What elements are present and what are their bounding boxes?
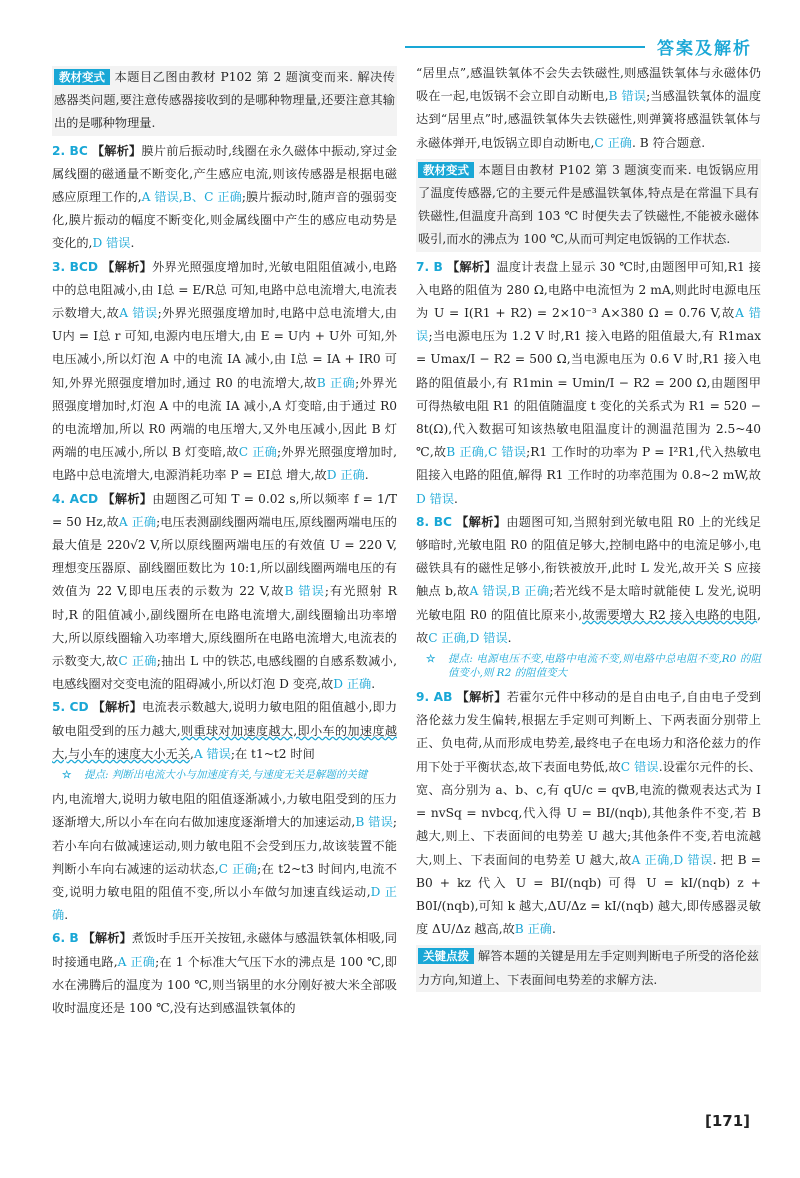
answer-q9: 9. AB 【解析】若霍尔元件中移动的是自由电子,自由电子受到洛伦兹力发生偏转,根据左手定则可判断上、下两表面分别带上正、负电荷,从而形成电势差,最终电子在电场力和洛伦兹力的作用下处于平衡状态,故下表面电势低,故C 错误.设霍尔元件的长、宽、高分别为 a、b、c,有 qU/c = qvB,电流的微观表达式为 I = nvSq = nvbcq,代入得 U = BI/(nqb),其他条件不变,若 B 越大,则上、下表面间的电势差 U 越大;其他条件不变,若电流越大,则上、下表面间的电势差 U 越大,故A 正确,D 错误. 把 B = B0 + kz 代入 U = BI/(nqb) 可得 U = kI/(nqb) z + B0I/(nqb),可知 k 越大,ΔU/Δz = kI/(nqb) 越大,即传感器灵敏度 ΔU/Δz 越高,故B 正确. [416, 690, 762, 937]
star-icon: ☆ [62, 769, 72, 782]
note-badge: 教材变式 [418, 162, 474, 178]
note-badge: 教材变式 [54, 69, 110, 85]
answer-q2: 2. BC 【解析】膜片前后振动时,线圈在永久磁体中振动,穿过金属线圈的磁通量不断变化,产生感应电流,则该传感器是根据电磁感应原理工作的,A 错误,B、C 正确;膜片振动时,随声音的强弱变化,膜片振动的幅度不断变化,则金属线圈中产生的感应电动势是变化的,D 错误. [52, 143, 398, 251]
answer-q8: 8. BC 【解析】由题图可知,当照射到光敏电阻 R0 上的光线足够暗时,光敏电阻 R0 的阻值足够大,控制电路中的电流足够小,电磁铁具有的磁性足够小,衔铁被放开,此时 L 发光,故开关 S 应接触点 b,故A 错误,B 正确;若光线不是太暗时就能使 L 发光,说明光敏电阻 R0 的阻值比原来小,故需要增大 R2 接入电路的电阻,故C 正确,D 错误. [416, 514, 762, 645]
key-phrase: 故需要增大 R2 接入电路的电阻 [582, 607, 758, 622]
hint-note: ☆ 提点: 判断出电流大小与加速度有关,与速度无关是解题的关键 [62, 769, 368, 782]
answer-q4: 4. ACD 【解析】由题图乙可知 T = 0.02 s,所以频率 f = 1/T = 50 Hz,故A 正确;电压表测副线圈两端电压,原线圈两端电压的最大值是 220√2 V,所以原线圈两端电压的有效值 U = 220 V,理想变压器原、副线圈匝数比为 10:1,所以副线圈两端电压的有效值为 22 V,即电压表的示数为 22 V,故B 错误;有光照射 R 时,R 的阻值减小,副线圈所在电路电流增大,副线圈输出功率增大,所以原线圈输入功率增大,原线圈所在电路电流增大,电流表的示数变大,故C 正确;抽出 L 中的铁芯,电感线圈的自感系数减小,电感线圈对交变电流的阻碍减小,所以灯泡 D 变亮,故D 正确. [52, 491, 398, 692]
answer-q5: 5. CD 【解析】电流表示数越大,说明力敏电阻的阻值越小,即力敏电阻受到的压力越大,则重球对加速度越大,即小车的加速度越大,与小车的速度大小无关,A 错误;在 t1~t2 时间 [52, 700, 398, 761]
answer-q6-continued: “居里点”,感温铁氧体不会失去铁磁性,则感温铁氧体与永磁体仍吸在一起,电饭锅不会立即自动断电,B 错误;当感温铁氧体的温度达到“居里点”时,感温铁氧体失去铁磁性,则弹簧将感温铁氧体与永磁体弹开,电饭锅立即自动断电,C 正确. B 符合题意. [416, 66, 762, 150]
answer-q7: 7. B 【解析】温度计表盘上显示 30 ℃时,由题图甲可知,R1 接入电路的阻值为 280 Ω,电路中电流恒为 2 mA,则此时电源电压为 U = I(R1 + R2) = 2×10⁻³ A×380 Ω = 0.76 V,故A 错误;当电源电压为 1.2 V 时,R1 接入电路的阻值最大,有 R1max = Umax/I − R2 = 500 Ω,当电源电压为 0.6 V 时,R1 接入电路的阻值最小,有 R1min = Umin/I − R2 = 200 Ω,由题图甲可得热敏电阻 R1 的阻值随温度 t 变化的关系式为 R1 = 520 − 8t(Ω),代入数据可知该热敏电阻温度计的测温范围为 2.5~40 ℃,故B 正确,C 错误;R1 工作时的功率为 P = I²R1,代入热敏电阻接入电路的阻值,解得 R1 工作时的功率范围为 0.8~2 mW,故D 错误. [416, 259, 762, 506]
star-icon: ☆ [426, 653, 436, 666]
hint-note: ☆ 提点: 电源电压不变,电路中电流不变,则电路中总电阻不变,R0 的阻值变小,则 R2 的阻值变大 [426, 653, 761, 680]
answer-q6: 6. B 【解析】煮饭时手压开关按钮,永磁体与感温铁氧体相吸,同时接通电路,A 正确;在 1 个标准大气压下水的沸点是 100 ℃,即水在沸腾后的温度为 100 ℃,则当锅里的水分刚好被大米全部吸收时温度还是 100 ℃,没有达到感温铁氧体的 [52, 931, 398, 1015]
left-column [52, 62, 397, 1020]
textbook-variant-note-2: 教材变式 本题目由教材 P102 第 3 题演变而来. 电饭锅应用了温度传感器,它的主要元件是感温铁氧体,特点是在常温下具有铁磁性,但温度升高到 103 ℃ 时便失去了铁磁性,不能被永磁体吸引,而水的沸点为 100 ℃,从而可判定电饭锅的工作状态. [416, 159, 761, 252]
answer-q3: 3. BCD 【解析】外界光照强度增加时,光敏电阻阻值减小,电路中的总电阻减小,由 I总 = E/R总 可知,电路中总电流增大,电流表示数增大,故A 错误;外界光照强度增加时,电路中总电流增大,由 U内 = I总 r 可知,电源内电压增大,由 E = U内 + U外 可知,外电压减小,所以灯泡 A 中的电流 IA 减小,由 I总 = IA + IR0 可知,外界光照强度增加时,通过 R0 的电流增大,故B 正确;外界光照强度增加时,灯泡 A 中的电流 IA 减小,A 灯变暗,由于通过 R0 的电流增加,所以 R0 两端的电压增大,又外电压减小,因此 B 灯两端的电压减小,所以 B 灯变暗,故C 正确;外界光照强度增加时,电路中总电流增大,电源消耗功率 P = EI总 增大,故D 正确. [52, 259, 398, 483]
header-rule [405, 46, 645, 48]
key-phrase: 则重球对加速度越大,即小车的加速度越大,与小车的速度大小无关 [52, 723, 398, 761]
textbook-variant-note-1: 教材变式 本题目乙图由教材 P102 第 2 题演变而来. 解决传感器类问题,要注意传感器接收到的是哪种物理量,还要注意其输出的是哪种物理量. [52, 66, 397, 136]
note-badge: 关键点拨 [418, 948, 474, 964]
page-number: [171] [704, 1112, 750, 1130]
section-title: 答案及解析 [657, 39, 752, 59]
key-point-note: 关键点拨 解答本题的关键是用左手定则判断电子所受的洛伦兹力方向,知道上、下表面间电势差的求解方法. [416, 945, 761, 991]
answer-q5-continued: 内,电流增大,说明力敏电阻的阻值逐渐减小,力敏电阻受到的压力逐渐增大,所以小车在向右做加速度逐渐增大的加速运动,B 错误;若小车向右做减速运动,则力敏电阻不会受到压力,故该装置不能判断小车向右减速的运动状态,C 正确;在 t2~t3 时间内,电流不变,说明力敏电阻的阻值不变,所以小车做匀加速直线运动,D 正确. [52, 792, 397, 923]
right-column [416, 62, 761, 996]
